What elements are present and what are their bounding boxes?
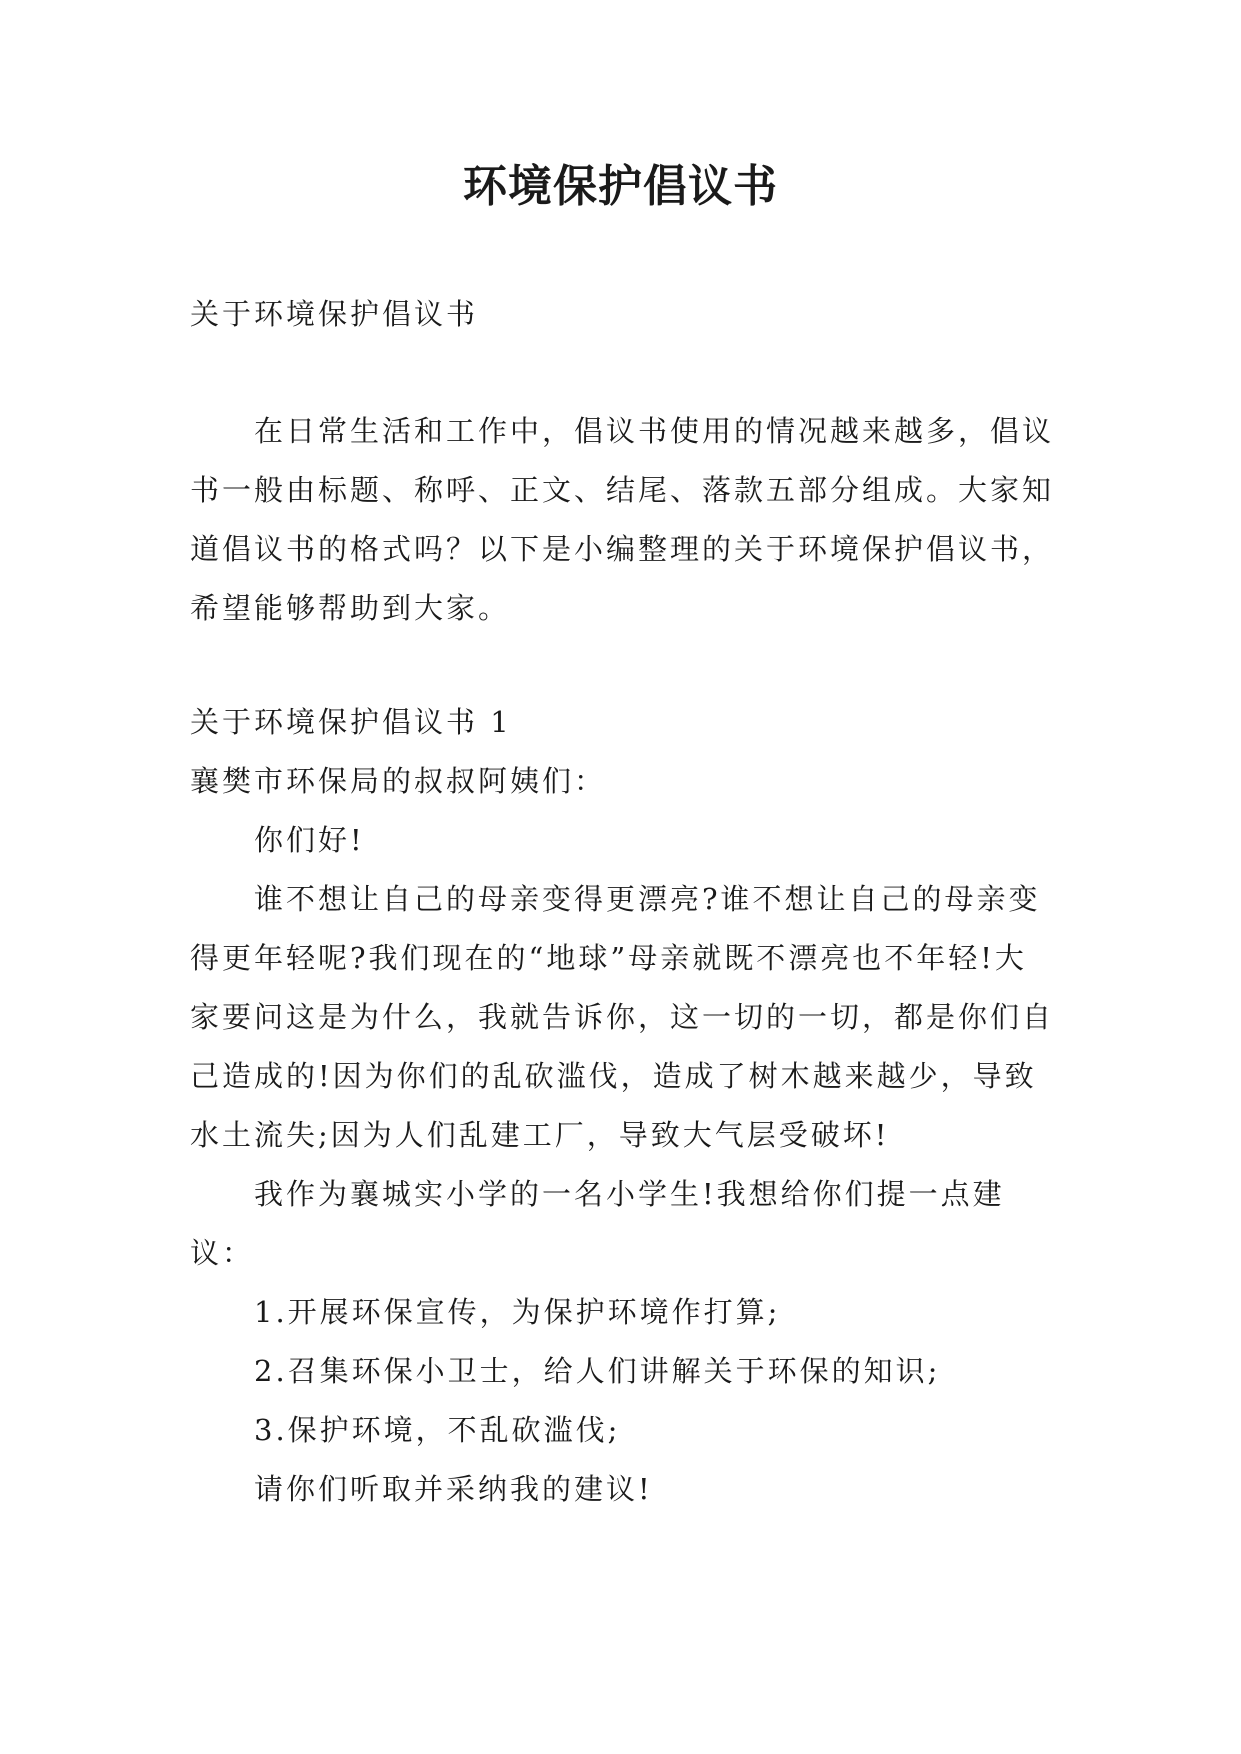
list-item: 2.召集环保小卫士，给人们讲解关于环保的知识; bbox=[254, 1354, 941, 1388]
subtitle-line: 关于环境保护倡议书 bbox=[190, 297, 479, 331]
intro-paragraph: 在日常生活和工作中，倡议书使用的情况越来越多，倡议书一般由标题、称呼、正文、结尾、落款五部分组成。大家知道倡议书的格式吗？以下是小编整理的关于环境保护倡议书，希望能够帮助到大家。 bbox=[190, 414, 1055, 625]
salutation: 襄樊市环保局的叔叔阿姨们： bbox=[190, 764, 607, 798]
document-title: 环境保护倡议书 bbox=[463, 161, 778, 212]
greeting: 你们好! bbox=[254, 823, 365, 857]
section-heading: 关于环境保护倡议书 1 bbox=[190, 705, 512, 739]
list-item: 3.保护环境，不乱砍滥伐; bbox=[254, 1413, 621, 1447]
body-paragraph: 我作为襄城实小学的一名小学生!我想给你们提一点建议： bbox=[190, 1177, 1005, 1270]
list-item: 1.开展环保宣传，为保护环境作打算; bbox=[254, 1295, 781, 1329]
body-paragraph: 谁不想让自己的母亲变得更漂亮?谁不想让自己的母亲变得更年轻呢?我们现在的“地球”母亲就既不漂亮也不年轻!大家要问这是为什么，我就告诉你，这一切的一切，都是你们自己造成的!因为你们的乱砍滥伐，造成了树木越来越少，导致水土流失;因为人们乱建工厂，导致大气层受破坏! bbox=[190, 882, 1055, 1152]
closing-line: 请你们听取并采纳我的建议! bbox=[254, 1472, 653, 1506]
document-body bbox=[190, 285, 1058, 1519]
